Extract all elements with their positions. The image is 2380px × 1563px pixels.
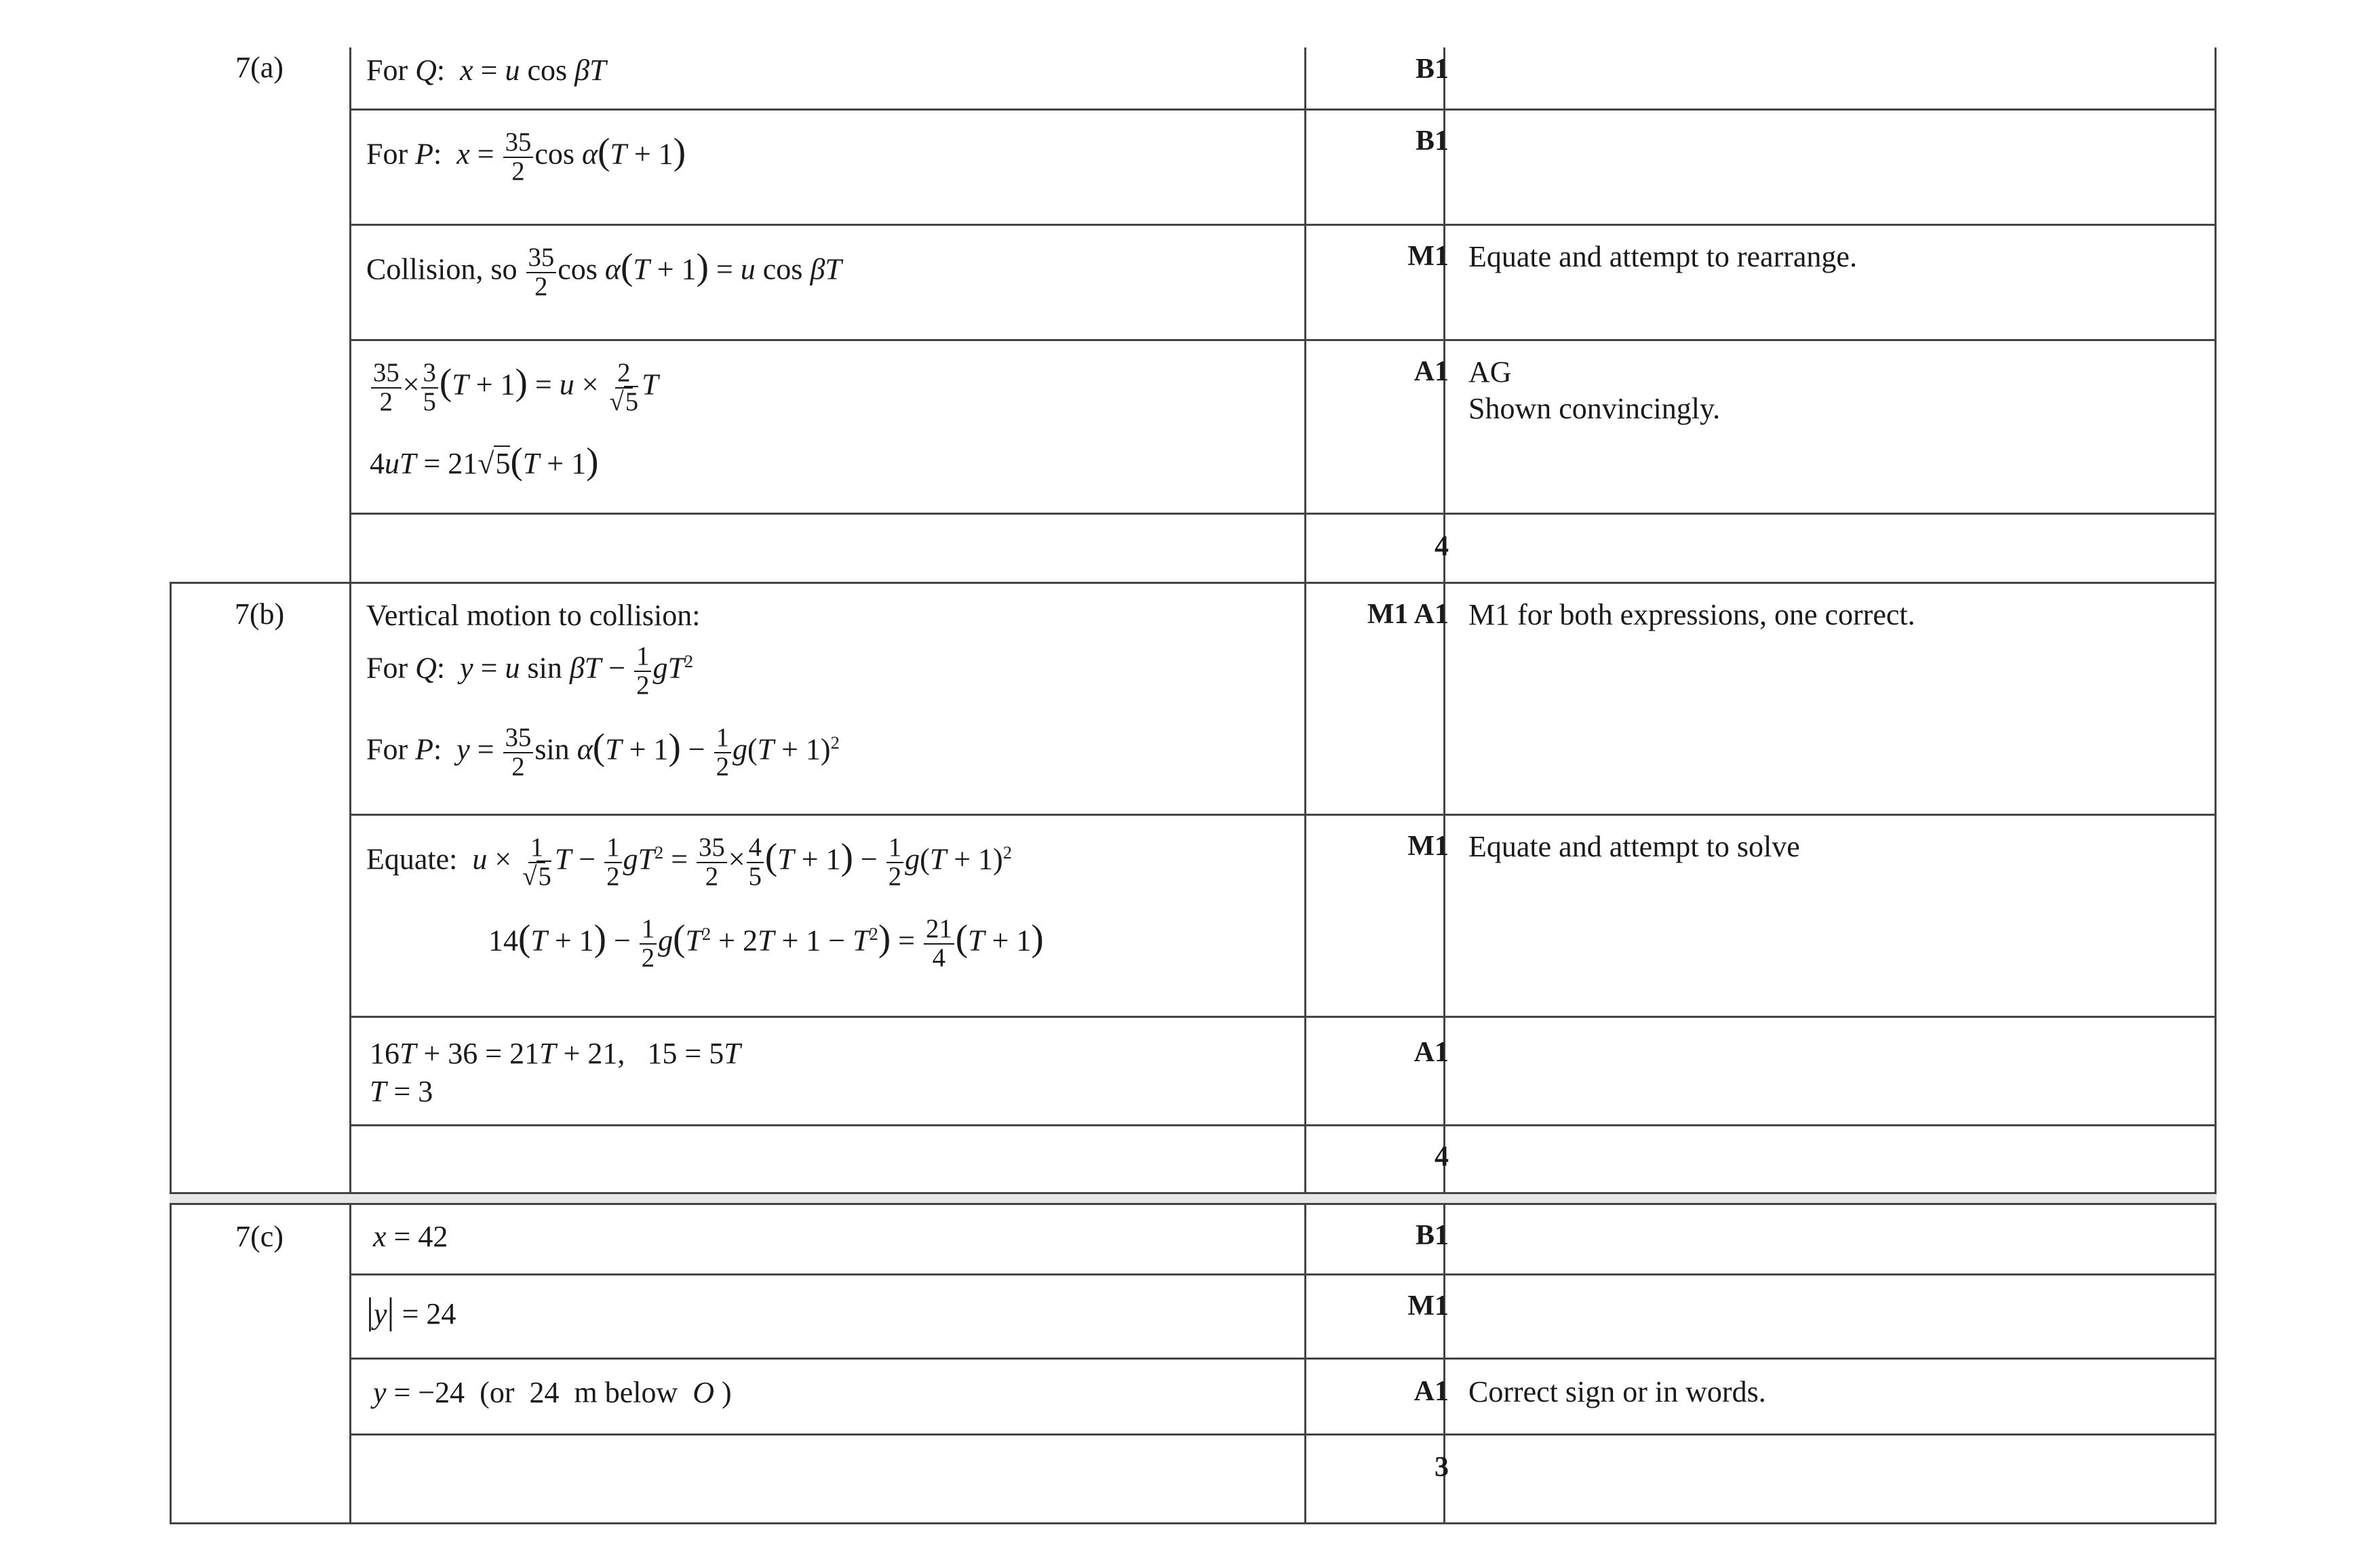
mark-cell: M1 A1 <box>1367 599 1449 630</box>
answer-cell <box>366 1290 1316 1332</box>
row-divider <box>349 1016 2217 1018</box>
guidance-cell <box>1468 354 2201 427</box>
mark-cell: M1 <box>1407 1290 1449 1322</box>
answer-line: T = 3 <box>370 1075 433 1108</box>
answer-line: 16T + 36 = 21T + 21, 15 = 5T <box>370 1037 741 1070</box>
mark-total: 4 <box>1435 531 1449 562</box>
row-divider <box>349 814 2217 816</box>
answer-cell <box>370 359 1319 482</box>
answer-cell <box>366 598 1316 780</box>
question-label: 7(a) <box>235 51 284 84</box>
mark-cell: A1 <box>1413 1037 1449 1068</box>
mark-total: 3 <box>1435 1452 1449 1483</box>
column-divider-question <box>349 47 351 1524</box>
question-label: 7(c) <box>235 1220 284 1253</box>
mark-cell: M1 <box>1407 831 1449 862</box>
part-divider <box>170 1203 2217 1205</box>
question-label: 7(b) <box>234 597 285 631</box>
answer-line: For Q: y = u sin βT − $\frac{1}{2}$ $gT^2$ <box>366 641 694 700</box>
answer-line: For P: y = $\frac{35}{2}$ sin α(T + 1) − $\frac{1}{2}$ $g(T + 1)^2$ <box>366 723 840 781</box>
answer-cell <box>373 1219 1323 1254</box>
mark-scheme-table <box>170 47 2217 1524</box>
table-border-bottom <box>170 1522 2217 1524</box>
answer-line: For Q: x = u cos βT <box>366 54 606 87</box>
row-divider <box>349 339 2217 341</box>
part-separator-band <box>170 1193 2217 1203</box>
row-divider <box>349 513 2217 515</box>
answer-line: |y| = 24 <box>366 1290 456 1332</box>
guidance-cell: Correct sign or in words. <box>1468 1375 1766 1408</box>
answer-line: x = 42 <box>373 1220 448 1253</box>
answer-cell <box>370 1036 1319 1109</box>
mark-cell: A1 <box>1413 356 1449 387</box>
mark-total: 4 <box>1435 1141 1449 1172</box>
answer-line: Vertical motion to collision: <box>366 599 701 632</box>
row-divider <box>349 1124 2217 1126</box>
answer-line: 4uT = 21√5(T + 1) <box>370 440 599 481</box>
mark-cell: M1 <box>1407 241 1449 272</box>
answer-line: y = −24 (or 24 m below O ) <box>373 1376 732 1409</box>
mark-cell: B1 <box>1415 125 1449 157</box>
answer-cell <box>366 834 1316 972</box>
answer-line: 14(T + 1) − $\frac{1}{2}$ $g(T^2 + 2T + 1 - T^2)$ = $\frac{21}{4}$ (T + 1) <box>488 914 1044 972</box>
answer-cell <box>366 244 1316 300</box>
answer-line: Equate: u × $\frac{1}{√5}$ T − $\frac{1}{2}$ $gT^2$ = $\frac{35}{2}$ × $\frac{4}{5}$ (T + 1) − $\frac{1}{2}$ $g(T + 1)^2$ <box>366 833 1012 891</box>
answer-line: Collision, so $\frac{35}{2}$ cos α(T + 1) = u cos βT <box>366 243 842 301</box>
guidance-cell: Equate and attempt to rearrange. <box>1468 240 1857 273</box>
part-divider <box>170 582 2217 584</box>
row-divider <box>349 1358 2217 1360</box>
table-border-left <box>170 583 172 1524</box>
answer-cell <box>366 53 1316 87</box>
answer-line: For P: x = $\frac{35}{2}$ cos α(T + 1) <box>366 127 686 186</box>
row-divider <box>349 1433 2217 1436</box>
guidance-line: Shown convincingly. <box>1468 392 1721 425</box>
mark-cell: A1 <box>1413 1376 1449 1407</box>
answer-cell <box>366 129 1316 185</box>
guidance-line: AG <box>1468 355 1512 389</box>
answer-cell <box>373 1375 1323 1410</box>
row-divider <box>349 1273 2217 1275</box>
guidance-cell: Equate and attempt to solve <box>1468 830 1800 863</box>
answer-line: $\frac{35}{2}$ × $\frac{3}{5}$ (T + 1) = u × $\frac{2}{√5}$ T <box>370 359 1319 439</box>
part-divider <box>170 1192 2217 1194</box>
table-border-right <box>2215 47 2217 1524</box>
mark-cell: B1 <box>1415 54 1449 85</box>
row-divider <box>349 224 2217 226</box>
guidance-cell: M1 for both expressions, one correct. <box>1468 598 1915 631</box>
mark-cell: B1 <box>1415 1220 1449 1251</box>
row-divider <box>349 108 2217 111</box>
